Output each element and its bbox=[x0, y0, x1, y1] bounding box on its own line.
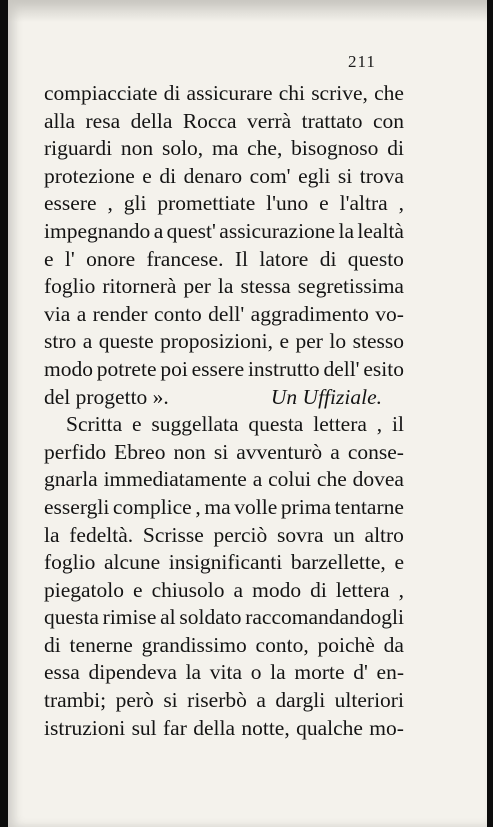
text-line bbox=[44, 411, 404, 439]
word: della bbox=[193, 715, 236, 740]
text-line bbox=[44, 439, 404, 467]
word: , bbox=[376, 412, 383, 437]
word: dell' bbox=[323, 356, 360, 381]
word: perciò bbox=[213, 522, 268, 547]
text-line bbox=[44, 522, 404, 550]
word: questo bbox=[347, 246, 404, 271]
book-page bbox=[8, 0, 487, 827]
word: ritornerà bbox=[102, 274, 177, 299]
text-line bbox=[44, 356, 404, 384]
word: il bbox=[392, 412, 404, 437]
word: la bbox=[185, 660, 202, 685]
word: riserbò bbox=[187, 688, 247, 713]
word: trambi; bbox=[44, 688, 107, 713]
word: o bbox=[250, 660, 262, 685]
word: essergli bbox=[44, 494, 110, 519]
text-line bbox=[44, 659, 404, 687]
word: si bbox=[213, 439, 229, 464]
word: ma bbox=[212, 136, 239, 161]
word: , bbox=[107, 191, 113, 216]
word: la bbox=[44, 522, 60, 547]
word: avventurò bbox=[236, 439, 323, 464]
word: istruzioni bbox=[44, 715, 126, 740]
word: perfido bbox=[44, 439, 107, 464]
page-top-shadow bbox=[8, 0, 487, 22]
word: a bbox=[256, 688, 266, 713]
word: suggellata bbox=[151, 412, 239, 437]
word: e bbox=[394, 550, 404, 575]
word: Il bbox=[234, 246, 248, 271]
word: della bbox=[130, 108, 173, 133]
word: foglio bbox=[44, 274, 96, 299]
word: notte, bbox=[241, 715, 290, 740]
word: d' bbox=[353, 660, 368, 685]
word: l'uno bbox=[266, 191, 309, 216]
word: denaro bbox=[183, 163, 243, 188]
word: dargli bbox=[275, 688, 326, 713]
word: dovea bbox=[352, 467, 404, 492]
word: tenerne bbox=[69, 632, 133, 657]
word: però bbox=[115, 688, 154, 713]
word: modo bbox=[44, 356, 93, 381]
word: tentarne bbox=[334, 494, 404, 519]
word: compiacciate bbox=[44, 81, 158, 105]
word: si bbox=[163, 688, 178, 713]
word: di bbox=[310, 577, 327, 602]
word: assicurare bbox=[186, 81, 273, 105]
word: vita bbox=[209, 660, 243, 685]
word: resa bbox=[85, 108, 121, 133]
word: quest' bbox=[166, 218, 216, 243]
word: chiusolo bbox=[151, 577, 225, 602]
word: gli bbox=[123, 191, 147, 216]
word: a bbox=[76, 301, 87, 326]
word: e bbox=[319, 191, 329, 216]
word: colui bbox=[268, 467, 312, 492]
word: e bbox=[133, 577, 143, 602]
text-line bbox=[44, 632, 404, 660]
word: di bbox=[159, 163, 177, 188]
word: non bbox=[120, 136, 154, 161]
word: dell' bbox=[208, 301, 245, 326]
word: impegnando bbox=[44, 218, 151, 243]
word: far bbox=[163, 715, 187, 740]
page-number: 211 bbox=[348, 52, 376, 71]
text-line bbox=[44, 494, 404, 522]
word: di bbox=[387, 136, 404, 161]
word: grandissimo bbox=[141, 632, 247, 657]
word: altro bbox=[364, 522, 404, 547]
word: lettera bbox=[335, 577, 390, 602]
word: potrete bbox=[96, 356, 157, 381]
text-line bbox=[44, 80, 404, 108]
word: instrutto bbox=[247, 356, 320, 381]
word: render bbox=[92, 301, 148, 326]
word: raccomandandogli bbox=[245, 605, 404, 630]
word: rimise bbox=[102, 605, 157, 630]
word: Ebreo bbox=[114, 439, 166, 464]
word: stesso bbox=[352, 329, 404, 354]
word: e bbox=[279, 329, 290, 354]
word: la bbox=[217, 274, 234, 299]
word: che bbox=[374, 81, 404, 105]
word: questa bbox=[248, 412, 304, 437]
word: a bbox=[330, 439, 340, 464]
text-line bbox=[44, 604, 404, 632]
word: queste bbox=[98, 329, 154, 354]
word: immediatamente bbox=[103, 467, 247, 492]
word: riguardi bbox=[44, 136, 113, 161]
text-line bbox=[44, 135, 404, 163]
paragraph-1 bbox=[44, 80, 404, 384]
word: insignificanti bbox=[168, 550, 283, 575]
word: volle bbox=[234, 494, 278, 519]
word: soldato bbox=[179, 605, 242, 630]
word: segretissima bbox=[297, 274, 404, 299]
text-line bbox=[44, 301, 404, 329]
word: per bbox=[183, 274, 211, 299]
word: e bbox=[131, 412, 142, 437]
word: solo, bbox=[161, 136, 204, 161]
word: essa bbox=[44, 660, 80, 685]
word: conto bbox=[153, 301, 202, 326]
paragraph-2 bbox=[44, 411, 404, 742]
word: che bbox=[316, 467, 347, 492]
word: latore bbox=[259, 246, 309, 271]
word: Scrisse bbox=[142, 522, 204, 547]
word: , bbox=[398, 191, 404, 216]
word: francese. bbox=[146, 246, 224, 271]
word: l'altra bbox=[339, 191, 388, 216]
word: con bbox=[372, 108, 404, 133]
word: morte bbox=[294, 660, 345, 685]
word: proposizioni, bbox=[160, 329, 274, 354]
signature: Un Uffiziale. bbox=[270, 384, 382, 409]
text-line bbox=[44, 163, 404, 191]
text-line bbox=[44, 108, 404, 136]
word: prima bbox=[280, 494, 332, 519]
word: poichè bbox=[317, 632, 375, 657]
text-line bbox=[44, 687, 404, 715]
word: esito bbox=[363, 356, 404, 381]
word: sovra bbox=[276, 522, 324, 547]
word: sul bbox=[131, 715, 157, 740]
word: piegatolo bbox=[44, 577, 125, 602]
word: via bbox=[44, 301, 71, 326]
word: aggradimento bbox=[250, 301, 369, 326]
word: un bbox=[333, 522, 355, 547]
word: l' bbox=[64, 246, 75, 271]
word: en- bbox=[376, 660, 404, 685]
word: per bbox=[295, 329, 323, 354]
word: Scritta bbox=[66, 412, 123, 437]
word: , bbox=[398, 577, 404, 602]
word: alcune bbox=[104, 550, 161, 575]
word: complice bbox=[112, 494, 192, 519]
body-text bbox=[44, 80, 404, 742]
text-line bbox=[44, 715, 404, 743]
word: bisognoso bbox=[291, 136, 379, 161]
text-line bbox=[44, 577, 404, 605]
word: protezione bbox=[44, 163, 135, 188]
word: egli bbox=[298, 163, 331, 188]
text-line bbox=[44, 246, 404, 274]
word: alla bbox=[44, 108, 76, 133]
word: ma bbox=[204, 494, 231, 519]
word: di bbox=[319, 246, 337, 271]
word: essere bbox=[191, 356, 245, 381]
text-line bbox=[44, 549, 404, 577]
word: si bbox=[337, 163, 353, 188]
word: la bbox=[270, 660, 286, 685]
text-line bbox=[44, 218, 404, 246]
word: al bbox=[160, 605, 176, 630]
word: lealtà bbox=[357, 218, 404, 243]
word: non bbox=[173, 439, 206, 464]
word: ulteriori bbox=[334, 688, 404, 713]
word: a bbox=[82, 329, 93, 354]
word: a bbox=[153, 218, 164, 243]
word: mo- bbox=[369, 715, 404, 740]
word: a bbox=[252, 467, 263, 492]
word: poi bbox=[160, 356, 188, 381]
word: vo- bbox=[375, 301, 404, 326]
word: Rocca bbox=[182, 108, 237, 133]
text-line-closing bbox=[44, 384, 404, 412]
word: e bbox=[44, 246, 54, 271]
word: fedeltà. bbox=[69, 522, 134, 547]
word: da bbox=[383, 632, 404, 657]
word: verrà bbox=[247, 108, 292, 133]
word: lo bbox=[329, 329, 347, 354]
word: dipendeva bbox=[88, 660, 177, 685]
word: lettera bbox=[313, 412, 367, 437]
word: barzellette, bbox=[290, 550, 386, 575]
word: , bbox=[195, 494, 201, 519]
word: stessa bbox=[240, 274, 291, 299]
word: gnarla bbox=[44, 467, 98, 492]
word: che, bbox=[247, 136, 283, 161]
word: di bbox=[163, 81, 181, 105]
text-line bbox=[44, 190, 404, 218]
word: di bbox=[44, 632, 61, 657]
text-line bbox=[44, 273, 404, 301]
word: chi bbox=[278, 81, 305, 105]
text-line bbox=[44, 466, 404, 494]
word: onore bbox=[86, 246, 136, 271]
word: conto, bbox=[255, 632, 309, 657]
word: trattato bbox=[301, 108, 363, 133]
word: qualche bbox=[296, 715, 363, 740]
word: com' bbox=[249, 163, 291, 188]
word: scrive, bbox=[311, 81, 368, 105]
word: conse- bbox=[347, 439, 404, 464]
word: a bbox=[233, 577, 244, 602]
word: e bbox=[142, 163, 152, 188]
word: promettiate bbox=[157, 191, 256, 216]
word: stro bbox=[44, 329, 77, 354]
closing-text: del progetto ». bbox=[44, 384, 169, 409]
word: foglio bbox=[44, 550, 96, 575]
word: modo bbox=[252, 577, 302, 602]
word: assicurazione bbox=[219, 218, 336, 243]
text-line bbox=[44, 328, 404, 356]
word: la bbox=[338, 218, 355, 243]
word: questa bbox=[44, 605, 99, 630]
word: essere bbox=[44, 191, 97, 216]
word: trova bbox=[359, 163, 404, 188]
